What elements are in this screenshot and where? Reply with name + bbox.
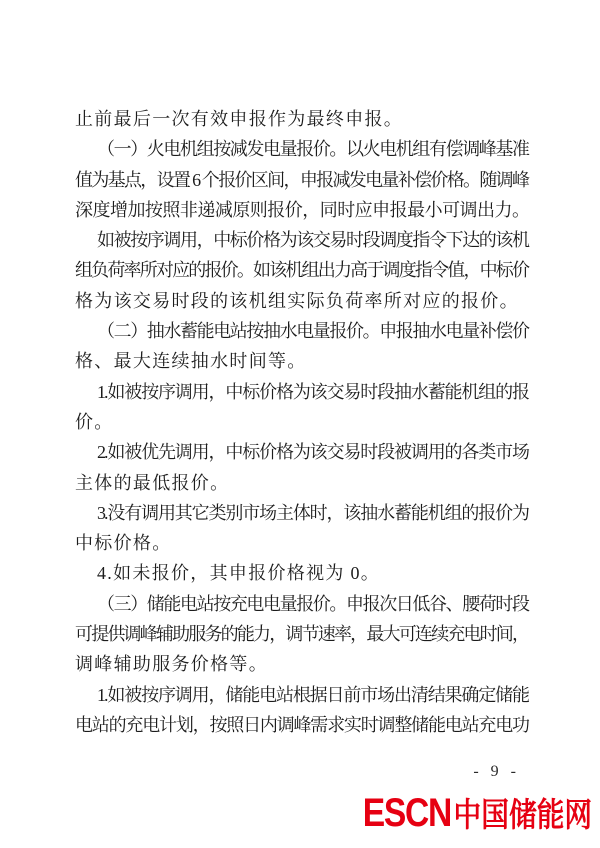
escn-logo-chinese-text: 中国储能网 — [453, 796, 592, 833]
text-line: （一）火电机组按减发电量报价。以火电机组有偿调峰基准 — [97, 139, 528, 160]
text-line: 如被按序调用，中标价格为该交易时段调度指令下达的该机 — [97, 230, 528, 251]
text-line: 格、最大连续抽水时间等。 — [75, 351, 307, 372]
text-line: 深度增加按照非递减原则报价，同时应申报最小可调出力。 — [75, 199, 528, 220]
document-body — [75, 104, 528, 740]
escn-logo — [363, 792, 592, 836]
text-line: 止前最后一次有效申报作为最终申报。 — [75, 109, 404, 129]
text-line: 格为该交易时段的该机组实际负荷率所对应的报价。 — [75, 290, 519, 311]
text-line: （二）抽水蓄能电站按抽水电量报价。申报抽水电量补偿价 — [97, 321, 528, 342]
text-line: 1.如被按序调用，中标价格为该交易时段抽水蓄能机组的报 — [97, 381, 528, 402]
text-line: 电站的充电计划，按照日内调峰需求实时调整储能电站充电功 — [75, 714, 528, 735]
text-line: 4.如未报价，其申报价格视为 0。 — [97, 563, 381, 584]
text-line: 值为基点，设置 6 个报价区间，申报减发电量补偿价格。随调峰 — [75, 169, 528, 190]
text-line: 主体的最低报价。 — [75, 472, 230, 493]
text-line: 中标价格。 — [75, 533, 172, 554]
text-line: （三）储能电站按充电电量报价。申报次日低谷、腰荷时段 — [97, 593, 528, 614]
text-line: 3.没有调用其它类别市场主体时，该抽水蓄能机组的报价为 — [97, 502, 528, 523]
text-line: 调峰辅助服务价格等。 — [75, 654, 268, 675]
text-line: 组负荷率所对应的报价。如该机组出力高于调度指令值，中标价 — [75, 260, 528, 281]
text-line: 2.如被优先调用，中标价格为该交易时段被调用的各类市场 — [97, 442, 528, 463]
text-line: 价。 — [75, 411, 114, 432]
text-line: 1.如被按序调用，储能电站根据日前市场出清结果确定储能 — [97, 684, 528, 705]
text-line: 可提供调峰辅助服务的能力，调节速率，最大可连续充电时间， — [75, 624, 528, 645]
escn-logo-latin-text: ESCN — [362, 791, 451, 835]
page-number: - 9 - — [473, 763, 520, 780]
